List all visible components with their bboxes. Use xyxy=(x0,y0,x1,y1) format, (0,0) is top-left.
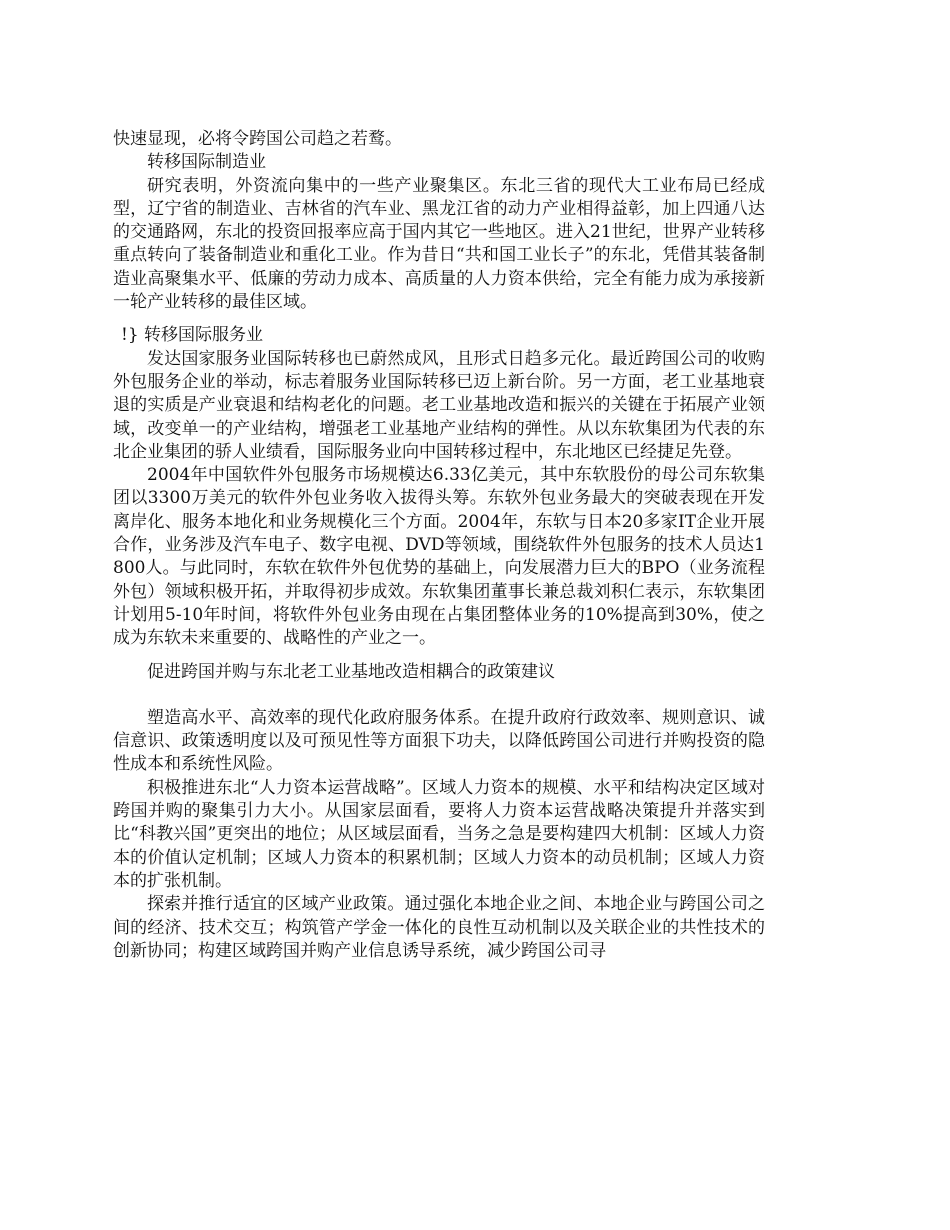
heading-policy: 促进跨国并购与东北老工业基地改造相耦合的政策建议 xyxy=(147,661,555,682)
spacer xyxy=(113,684,765,707)
document-page xyxy=(113,128,765,963)
spacer xyxy=(113,651,765,661)
heading-manufacturing: 转移国际制造业 xyxy=(147,152,266,173)
policy-paragraph-1: 塑造高水平、高效率的现代化政府服务体系。在提升政府行政效率、规则意识、诚信意识、政策透明度以及可预见性等方面狠下功夫，以降低跨国公司进行并购投资的隐性成本和系统性风险。 xyxy=(113,707,765,775)
spacer xyxy=(113,314,765,324)
policy-paragraph-3: 探索并推行适宜的区域产业政策。通过强化本地企业之间、本地企业与跨国公司之间的经济、技术交互；构筑管产学金一体化的良性互动机制以及关联企业的共性技术的创新协同；构建区域跨国并购产业信息诱导系统，减少跨国公司寻 xyxy=(113,894,765,961)
services-paragraph-1: 发达国家服务业国际转移也已蔚然成风，且形式日趋多元化。最近跨国公司的收购外包服务企业的举动，标志着服务业国际转移已迈上新台阶。另一方面，老工业基地衰退的实质是产业衰退和结构老化的问题。老工业基地改造和振兴的关键在于拓展产业领域，改变单一的产业结构，增强老工业基地产业结构的弹性。从以东软集团为代表的东北企业集团的骄人业绩看，国际服务业向中国转移过程中，东北地区已经捷足先登。 xyxy=(113,348,765,462)
policy-paragraph-2: 积极推进东北“人力资本运营战略”。区域人力资本的规模、水平和结构决定区域对跨国并购的聚集引力大小。从国家层面看，要将人力资本运营战略决策提升并落实到比“科教兴国”更突出的地位；从区域层面看，当务之急是要构建四大机制：区域人力资本的价值认定机制；区域人力资本的积累机制；区域人力资本的动员机制；区域人力资本的扩张机制。 xyxy=(113,777,765,891)
intro-tail-paragraph: 快速显现，必将令跨国公司趋之若鹜。 xyxy=(113,129,402,149)
services-paragraph-2: 2004年中国软件外包服务市场规模达6.33亿美元，其中东软股份的母公司东软集团以3300万美元的软件外包业务收入拔得头筹。东软外包业务最大的突破表现在开发离岸化、服务本地化和业务规模化三个方面。2004年，东软与日本20多家IT企业开展合作，业务涉及汽车电子、数字电视、DVD等领域，围绕软件外包服务的技术人员达1800人。与此同时，东软在软件外包优势的基础上，向发展潜力巨大的BPO（业务流程外包）领域积极开拓，并取得初步成效。东软集团董事长兼总裁刘积仁表示，东软集团计划用5-10年时间，将软件外包业务由现在占集团整体业务的10%提高到30%，使之成为东软未来重要的、战略性的产业之一。 xyxy=(113,465,765,649)
heading-services: !} 转移国际服务业 xyxy=(121,325,264,346)
manufacturing-paragraph: 研究表明，外资流向集中的一些产业聚集区。东北三省的现代大工业布局已经成型，辽宁省的制造业、吉林省的汽车业、黑龙江省的动力产业相得益彰，加上四通八达的交通路网，东北的投资回报率应高于国内其它一些地区。进入21世纪，世界产业转移重点转向了装备制造业和重化工业。作为昔日“共和国工业长子”的东北，凭借其装备制造业高聚集水平、低廉的劳动力成本、高质量的人力资本供给，完全有能力成为承接新一轮产业转移的最佳区域。 xyxy=(113,175,765,313)
